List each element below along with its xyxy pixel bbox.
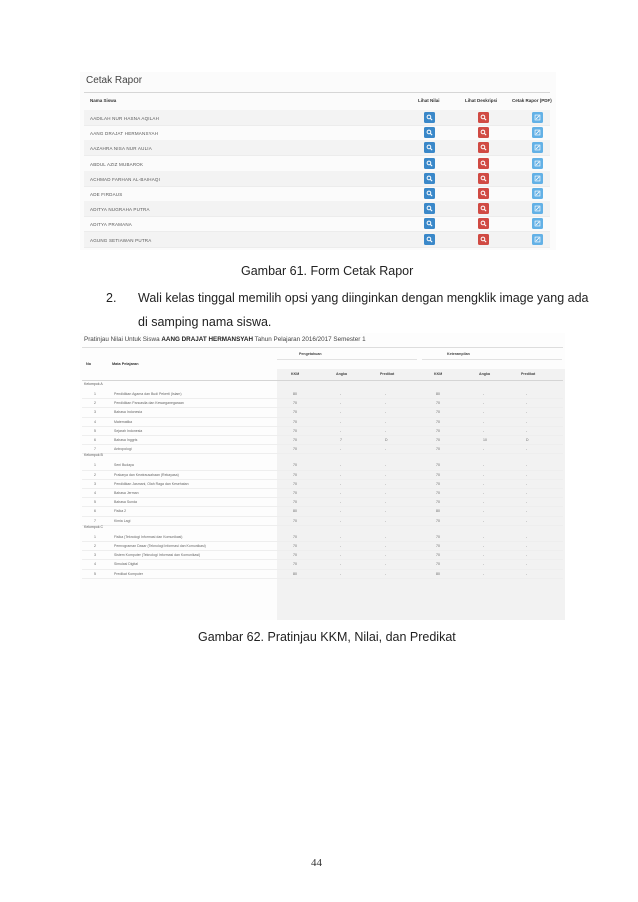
print-pdf-button[interactable] [532, 188, 543, 199]
table-cell: 70 [293, 544, 297, 548]
table-cell: - [526, 463, 528, 468]
column-kkm: KKM [291, 372, 300, 376]
search-icon [426, 190, 433, 197]
table-cell: - [385, 419, 387, 424]
student-row [84, 216, 550, 232]
table-cell: 7 [94, 447, 96, 452]
table-row [82, 444, 563, 454]
subject-name: Pendidikan Agama dan Budi Pekerti (Islam) [114, 392, 182, 396]
column-predikat: Predikat [521, 372, 536, 376]
search-icon [426, 144, 433, 151]
table-cell: - [340, 571, 342, 576]
search-icon [480, 129, 487, 136]
table-cell: 10 [483, 438, 487, 442]
student-name: ADE FIRDAUS [90, 192, 123, 197]
table-cell: 70 [436, 410, 440, 415]
table-cell: - [340, 544, 342, 548]
subject-name: Pemrograman Dasar (Teknologi Informasi dan Komunikasi) [114, 544, 206, 548]
table-cell: - [483, 481, 485, 486]
search-icon [426, 236, 433, 243]
edit-icon [534, 236, 541, 243]
view-nilai-button[interactable] [424, 112, 435, 123]
table-cell: 2 [94, 472, 96, 477]
panel-title: Cetak Rapor [86, 75, 143, 86]
table-cell: - [385, 500, 387, 505]
student-name: ADITYA NUGRAHA PUTRA [90, 207, 150, 213]
table-cell: - [340, 447, 342, 452]
search-icon [426, 114, 433, 121]
table-cell: - [483, 401, 485, 406]
table-cell: 70 [293, 500, 297, 505]
view-deskripsi-button[interactable] [478, 112, 489, 123]
table-cell: - [526, 534, 528, 539]
table-cell: 80 [436, 392, 440, 396]
table-cell: - [526, 447, 528, 452]
student-name: AANG DRAJAT HERMANSYAH [161, 336, 254, 343]
edit-icon [534, 144, 541, 151]
column-header-lihat-nilai: Lihat Nilai [418, 98, 440, 103]
column-header-lihat-deskripsi: Lihat Deskripsi [465, 98, 498, 103]
table-cell: - [526, 509, 528, 514]
edit-icon [534, 205, 541, 212]
student-name: AGUNG SETIAWAN PUTRA [90, 237, 152, 243]
edit-icon [534, 220, 541, 227]
subject-name: Bahasa Jerman [114, 491, 139, 495]
view-deskripsi-button[interactable] [478, 203, 489, 214]
subject-name: Pendidikan Pancasila dan Kewarganegaraan [114, 401, 184, 406]
search-icon [480, 205, 487, 212]
search-icon [480, 144, 487, 151]
table-cell: - [483, 410, 485, 415]
subject-name: Sejarah Indonesia [114, 428, 143, 433]
table-cell: 5 [94, 428, 96, 433]
view-deskripsi-button[interactable] [478, 218, 489, 229]
subject-name: Sistem Komputer (Teknologi Informasi dan Komunikasi) [114, 553, 201, 558]
table-cell: D [526, 438, 529, 442]
view-nilai-button[interactable] [424, 203, 435, 214]
table-cell: 6 [94, 438, 96, 442]
print-pdf-button[interactable] [532, 142, 543, 153]
grades-table-body [80, 381, 565, 620]
table-cell: - [385, 392, 387, 396]
student-row [84, 140, 550, 156]
search-icon [426, 175, 433, 182]
table-cell: 70 [293, 447, 297, 452]
student-name: AANG DRAJAT HERMANSYAH [90, 131, 159, 137]
table-cell: - [385, 544, 387, 548]
table-cell: - [526, 419, 528, 424]
column-kkm: KKM [434, 372, 443, 376]
table-cell: - [340, 392, 342, 396]
table-cell: - [340, 410, 342, 415]
student-name: ADITYA PRAMANA [90, 222, 132, 228]
table-cell: - [483, 428, 485, 433]
student-name: AAZAHRA NISA NUR AULIA [90, 146, 152, 152]
search-icon [480, 190, 487, 197]
table-cell: 70 [293, 518, 297, 523]
table-cell: 70 [293, 562, 297, 567]
student-row [84, 156, 550, 172]
preview-title [84, 336, 366, 343]
subject-name: Pendidikan Jasmani, Olah Raga dan Kesehatan [114, 481, 189, 486]
table-cell: 80 [293, 509, 297, 514]
table-cell: 70 [436, 544, 440, 548]
step-text-line2: di samping nama siswa. [138, 315, 272, 329]
subject-name: Matematika [114, 419, 133, 424]
search-icon [426, 205, 433, 212]
table-cell: - [526, 472, 528, 477]
table-cell: - [385, 562, 387, 567]
table-cell: - [385, 447, 387, 452]
student-name: ACHMAD FARHAN AL-BAIHAQI [90, 176, 161, 182]
view-deskripsi-button[interactable] [478, 173, 489, 184]
view-nilai-button[interactable] [424, 158, 435, 169]
column-angka: Angka [336, 372, 347, 376]
table-cell: - [340, 562, 342, 567]
table-cell: 3 [94, 410, 96, 415]
print-pdf-button[interactable] [532, 203, 543, 214]
print-pdf-button[interactable] [532, 218, 543, 229]
subject-name: Prakarya dan Kewirausahaan (Rekayasa) [114, 472, 179, 477]
view-nilai-button[interactable] [424, 142, 435, 153]
student-row [84, 201, 550, 217]
table-cell: 70 [436, 534, 440, 539]
table-cell: 70 [436, 553, 440, 558]
table-cell: - [385, 571, 387, 576]
table-cell: 3 [94, 481, 96, 486]
subject-name: Bahasa Sunda [114, 500, 137, 505]
table-cell: D [385, 438, 388, 442]
student-name: ABDUL AZIZ MUBAROK [90, 161, 144, 167]
search-icon [480, 114, 487, 121]
table-cell: 70 [436, 500, 440, 505]
table-cell: - [483, 500, 485, 505]
table-cell: 70 [293, 534, 297, 539]
table-cell: - [340, 509, 342, 514]
table-cell: - [526, 428, 528, 433]
table-cell: - [385, 463, 387, 468]
table-cell: - [385, 410, 387, 415]
view-nilai-button[interactable] [424, 127, 435, 138]
table-cell: 70 [293, 419, 297, 424]
table-cell: 2 [94, 544, 96, 548]
view-nilai-button[interactable] [424, 234, 435, 245]
table-cell: - [385, 428, 387, 433]
column-no: No [86, 362, 92, 366]
table-cell: - [340, 401, 342, 406]
table-cell: - [340, 481, 342, 486]
view-nilai-button[interactable] [424, 188, 435, 199]
table-cell: 70 [293, 401, 297, 406]
table-cell: - [526, 553, 528, 558]
table-cell: - [483, 419, 485, 424]
page-number: 44 [311, 857, 322, 869]
student-row [84, 125, 550, 141]
table-cell: - [385, 534, 387, 539]
table-cell: 70 [436, 562, 440, 567]
table-cell: 1 [94, 392, 96, 396]
title-suffix: Tahun Pelajaran 2016/2017 Semester 1 [254, 336, 366, 343]
print-pdf-button[interactable] [532, 112, 543, 123]
view-nilai-button[interactable] [424, 218, 435, 229]
print-pdf-button[interactable] [532, 173, 543, 184]
table-cell: 70 [293, 553, 297, 558]
search-icon [480, 160, 487, 167]
table-cell: 1 [94, 534, 96, 539]
table-cell: - [340, 472, 342, 477]
table-cell: - [526, 562, 528, 567]
table-cell: 70 [436, 463, 440, 468]
view-deskripsi-button[interactable] [478, 234, 489, 245]
table-cell: 70 [293, 428, 297, 433]
table-cell: 80 [293, 392, 297, 396]
group-pengetahuan: Pengetahuan [299, 352, 322, 356]
table-cell: - [385, 401, 387, 406]
table-cell: 70 [436, 428, 440, 433]
edit-icon [534, 190, 541, 197]
table-cell: - [483, 562, 485, 567]
table-cell: 70 [436, 491, 440, 495]
section-label: Kelompok C [84, 524, 104, 529]
table-cell: 3 [94, 553, 96, 558]
print-pdf-button[interactable] [532, 234, 543, 245]
subject-name: Kimia Lagi [114, 518, 131, 523]
figure-cetak-rapor [80, 72, 556, 250]
table-cell: 80 [293, 571, 297, 576]
table-cell: - [340, 463, 342, 468]
view-nilai-button[interactable] [424, 173, 435, 184]
view-deskripsi-button[interactable] [478, 158, 489, 169]
table-cell: - [340, 534, 342, 539]
figure-62-caption: Gambar 62. Pratinjau KKM, Nilai, dan Predikat [198, 630, 456, 644]
view-deskripsi-button[interactable] [478, 188, 489, 199]
table-cell: 5 [94, 500, 96, 505]
table-cell: - [483, 518, 485, 523]
table-cell: - [340, 518, 342, 523]
section-label: Kelompok B [84, 453, 103, 458]
table-cell: 6 [94, 509, 96, 514]
print-pdf-button[interactable] [532, 127, 543, 138]
search-icon [426, 129, 433, 136]
table-cell: - [483, 392, 485, 396]
table-cell: 70 [293, 438, 297, 442]
table-cell: - [340, 428, 342, 433]
view-deskripsi-button[interactable] [478, 127, 489, 138]
column-header-cetak-rapor: Cetak Rapor (PDF) [512, 98, 552, 103]
table-cell: - [526, 401, 528, 406]
column-angka: Angka [479, 372, 490, 376]
table-cell: 2 [94, 401, 96, 406]
student-list [80, 110, 556, 250]
table-cell: - [483, 544, 485, 548]
table-cell: 70 [436, 518, 440, 523]
table-row [82, 516, 563, 526]
table-cell: 70 [436, 401, 440, 406]
column-predikat: Predikat [380, 372, 395, 376]
table-cell: - [483, 571, 485, 576]
table-cell: - [526, 500, 528, 505]
figure-61-caption: Gambar 61. Form Cetak Rapor [241, 264, 414, 278]
table-cell: - [483, 472, 485, 477]
table-cell: - [385, 491, 387, 495]
step-text-line1: Wali kelas tinggal memilih opsi yang diinginkan dengan mengklik image yang ada [138, 291, 589, 305]
column-mata-pelajaran: Mata Pelajaran [112, 362, 139, 366]
student-row [84, 232, 550, 248]
group-underline [277, 359, 417, 360]
print-pdf-button[interactable] [532, 158, 543, 169]
table-cell: 70 [436, 447, 440, 452]
table-cell: - [526, 544, 528, 548]
table-cell: 70 [436, 472, 440, 477]
table-cell: 4 [94, 562, 96, 567]
edit-icon [534, 114, 541, 121]
table-cell: 70 [293, 472, 297, 477]
table-cell: - [340, 419, 342, 424]
table-cell: 7 [94, 518, 96, 523]
table-cell: - [526, 571, 528, 576]
figure-pratinjau-nilai [80, 333, 565, 620]
table-cell: 1 [94, 463, 96, 468]
group-keterampilan: Keterampilan [447, 352, 470, 356]
table-cell: - [483, 534, 485, 539]
table-cell: - [385, 509, 387, 514]
table-cell: - [526, 481, 528, 486]
table-cell: 70 [293, 463, 297, 468]
table-cell: 7 [340, 438, 342, 442]
search-icon [426, 220, 433, 227]
table-cell: 80 [436, 509, 440, 514]
section-label: Kelompok A [84, 382, 103, 386]
subject-name: Fisika 2 [114, 509, 127, 514]
table-cell: - [385, 472, 387, 477]
step-number: 2. [106, 291, 117, 305]
table-row [82, 569, 563, 579]
student-row [84, 171, 550, 187]
table-cell: - [340, 491, 342, 495]
search-icon [426, 160, 433, 167]
table-cell: - [526, 392, 528, 396]
table-cell: - [385, 553, 387, 558]
table-cell: - [340, 553, 342, 558]
table-cell: - [483, 509, 485, 514]
table-cell: - [483, 463, 485, 468]
table-cell: - [340, 500, 342, 505]
title-prefix: Pratinjau Nilai Untuk Siswa [84, 336, 160, 343]
table-cell: 70 [293, 410, 297, 415]
group-underline [422, 359, 562, 360]
table-cell: - [526, 491, 528, 495]
table-cell: 70 [293, 491, 297, 495]
edit-icon [534, 175, 541, 182]
subject-name: Bahasa Inggris [114, 438, 138, 442]
table-cell: 80 [436, 571, 440, 576]
table-cell: 70 [293, 481, 297, 486]
table-cell: 70 [436, 481, 440, 486]
table-cell: - [483, 447, 485, 452]
table-cell: 70 [436, 419, 440, 424]
table-cell: - [526, 518, 528, 523]
subject-name: Antropologi [114, 447, 132, 452]
subject-name: Simulasi Digital [114, 562, 138, 567]
title-divider [84, 92, 550, 93]
table-cell: - [385, 481, 387, 486]
table-cell: - [526, 410, 528, 415]
subject-name: Fisika (Teknologi Informasi dan Komunikasi) [114, 534, 183, 539]
table-cell: - [483, 491, 485, 495]
table-cell: 4 [94, 419, 96, 424]
table-cell: - [483, 553, 485, 558]
student-name: AADILAH NUR HASNA AQILAH [90, 116, 160, 121]
search-icon [480, 236, 487, 243]
table-cell: 5 [94, 571, 96, 576]
edit-icon [534, 129, 541, 136]
student-row [84, 110, 550, 126]
search-icon [480, 220, 487, 227]
subject-name: Predikat Komputer [114, 571, 143, 576]
table-cell: - [385, 518, 387, 523]
edit-icon [534, 160, 541, 167]
search-icon [480, 175, 487, 182]
column-header-nama: Nama Siswa [90, 98, 117, 103]
table-cell: 4 [94, 491, 96, 495]
view-deskripsi-button[interactable] [478, 142, 489, 153]
subject-name: Bahasa Indonesia [114, 410, 143, 415]
student-row [84, 186, 550, 202]
table-cell: 70 [436, 438, 440, 442]
subject-name: Seni Budaya [114, 463, 134, 468]
title-divider [82, 347, 563, 348]
